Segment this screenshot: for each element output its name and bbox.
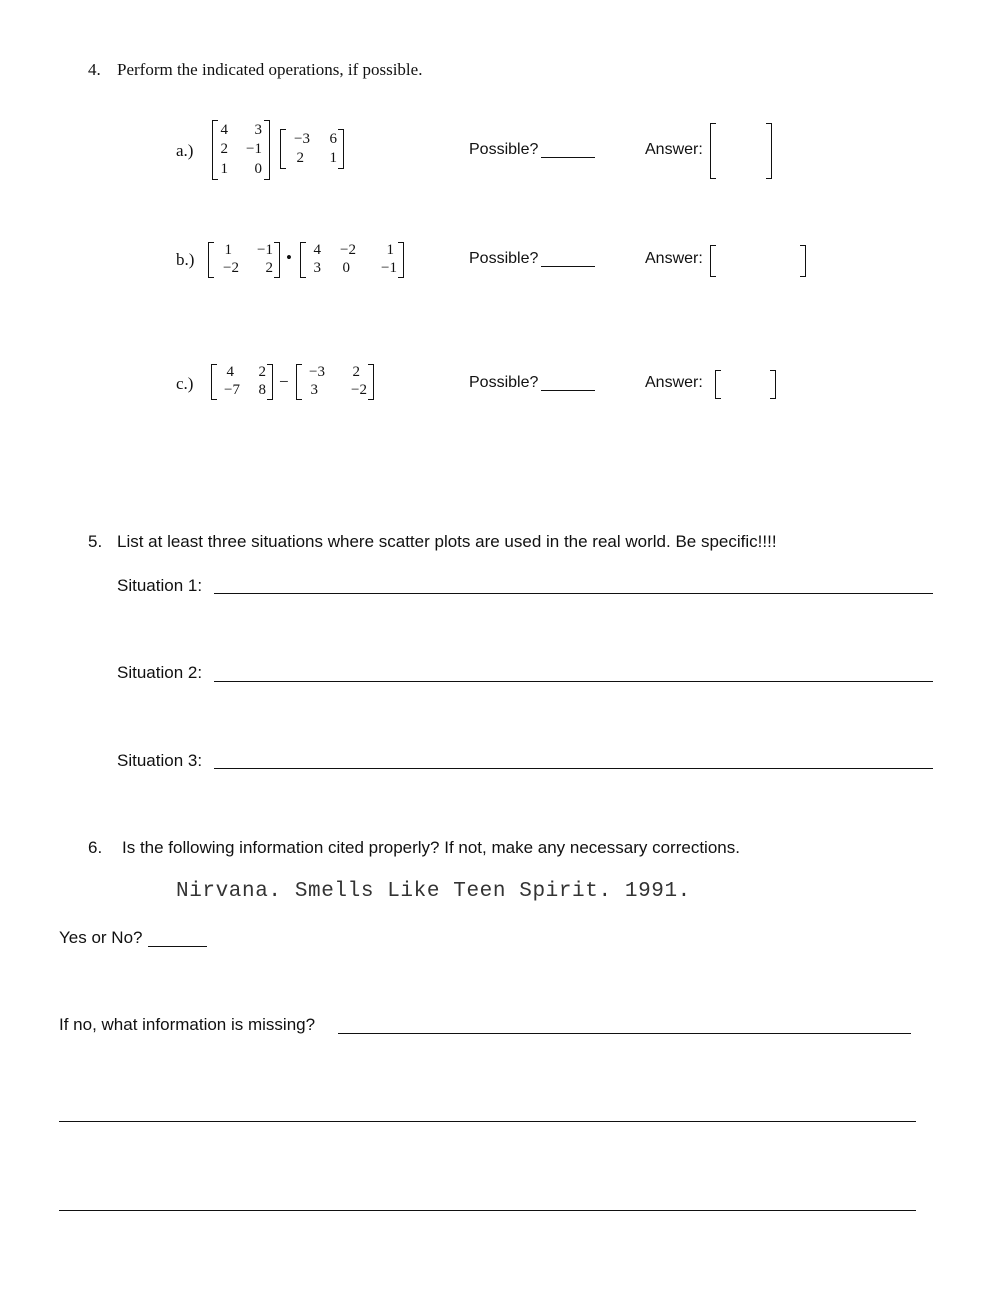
matrix-entry: −1 — [246, 141, 262, 157]
q4c-matrix-1 — [211, 364, 273, 400]
q4b-matrix-2 — [300, 242, 404, 278]
q6-prompt: Is the following information cited properly? If not, make any necessary corrections. — [122, 838, 740, 857]
q4b-matrix-1 — [208, 242, 280, 278]
answer-line-2[interactable] — [59, 1210, 916, 1211]
matrix-entry: 3 — [310, 382, 318, 398]
situation-1-label: Situation 1: — [117, 576, 203, 595]
matrix-entry: 3 — [254, 122, 262, 138]
matrix-entry: −1 — [257, 242, 273, 258]
q4a-possible-blank[interactable] — [541, 157, 595, 158]
matrix-entry: 1 — [329, 150, 337, 166]
matrix-entry: −2 — [351, 382, 367, 398]
q4b-answer-label: Answer: — [645, 250, 703, 267]
matrix-entry: 2 — [265, 260, 273, 276]
matrix-entry: 2 — [220, 141, 228, 157]
q4b-possible-label: Possible? — [469, 250, 539, 267]
q4a-answer-label: Answer: — [645, 141, 703, 158]
matrix-entry: −1 — [381, 260, 397, 276]
q4c-answer-bracket-right — [770, 370, 776, 399]
yes-no-blank[interactable] — [148, 946, 207, 947]
q4b-answer-bracket-right — [800, 245, 806, 277]
matrix-entry: −2 — [340, 242, 356, 258]
missing-info-blank[interactable] — [338, 1033, 911, 1034]
yes-no-label: Yes or No? — [59, 928, 143, 947]
q4-number: 4. — [88, 60, 101, 79]
q4c-operator: − — [279, 372, 289, 391]
situation-2-blank[interactable] — [214, 681, 933, 682]
matrix-entry: 4 — [313, 242, 321, 258]
q4-prompt: Perform the indicated operations, if possible. — [117, 60, 423, 79]
matrix-entry: 4 — [226, 364, 234, 380]
q4a-answer-bracket-right — [766, 123, 772, 179]
q5-prompt: List at least three situations where scatter plots are used in the real world. Be specific!!!! — [117, 532, 777, 551]
matrix-entry: 1 — [224, 242, 232, 258]
missing-info-label: If no, what information is missing? — [59, 1015, 316, 1034]
matrix-entry: 0 — [254, 161, 262, 177]
q4c-possible-blank[interactable] — [541, 390, 595, 391]
q6-number: 6. — [88, 838, 103, 857]
situation-3-label: Situation 3: — [117, 751, 203, 770]
matrix-entry: −2 — [223, 260, 239, 276]
matrix-entry: 2 — [258, 364, 266, 380]
matrix-entry: 1 — [386, 242, 394, 258]
matrix-entry: 3 — [313, 260, 321, 276]
q4a-matrix-1 — [212, 120, 270, 180]
matrix-entry: 2 — [352, 364, 360, 380]
q4c-label: c.) — [176, 374, 194, 393]
q4c-possible-label: Possible? — [469, 374, 539, 391]
q5-number: 5. — [88, 532, 103, 551]
situation-1-blank[interactable] — [214, 593, 933, 594]
matrix-entry: 2 — [296, 150, 304, 166]
matrix-entry: 1 — [220, 161, 228, 177]
situation-2-label: Situation 2: — [117, 663, 203, 682]
q4a-answer-bracket-left — [710, 123, 716, 179]
matrix-entry: −3 — [309, 364, 325, 380]
q4a-possible-label: Possible? — [469, 141, 539, 158]
situation-3-blank[interactable] — [214, 768, 933, 769]
matrix-entry: 6 — [329, 131, 337, 147]
matrix-entry: 4 — [220, 122, 228, 138]
q4b-operator: • — [286, 248, 292, 267]
q4c-matrix-2 — [296, 364, 374, 400]
q4a-matrix-2 — [280, 129, 344, 169]
q4b-label: b.) — [176, 250, 195, 269]
answer-line-1[interactable] — [59, 1121, 916, 1122]
matrix-entry: 0 — [342, 260, 350, 276]
q4b-answer-bracket-left — [710, 245, 716, 277]
q6-citation: Nirvana. Smells Like Teen Spirit. 1991. — [176, 880, 691, 903]
q4b-possible-blank[interactable] — [541, 266, 595, 267]
matrix-entry: −3 — [294, 131, 310, 147]
matrix-entry: 8 — [258, 382, 266, 398]
q4c-answer-bracket-left — [715, 370, 721, 399]
q4c-answer-label: Answer: — [645, 374, 703, 391]
matrix-entry: −7 — [224, 382, 240, 398]
q4a-label: a.) — [176, 141, 194, 160]
